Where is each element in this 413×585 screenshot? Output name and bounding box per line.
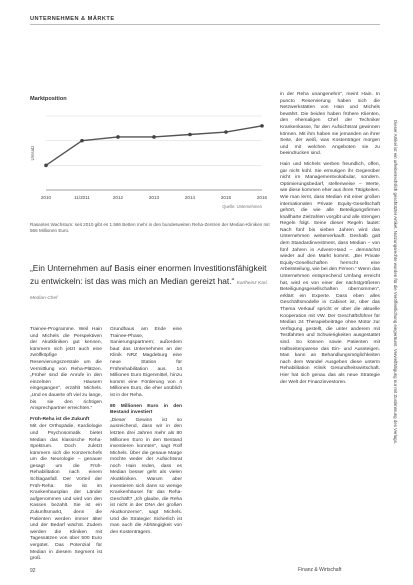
chart-title: Marktposition [30,96,67,102]
paragraph: Hain und Michels werben freundlich, offen, gar nicht kühl. Sie ermutigen ihr Gegenüber nicht im Managementvokabular, sondern. Optimierungsbedarf, stellenweise – Werte, wie diese kommen eher aus ihren Tätigkeiten. Wie man lernt, dass Median mit einer großen internationalen Private Equity-Gesellschaft gehört, die wie alle Beteiligungsfirmen knallharte Zielzahlen vorgibt und alle strengen Regeln folgt. Seine dieser Regeln lautet: Nach fünf bis sieben Jahren wird das Unternehmen weiterverkauft. Deshalb galt dem Standardinvestment, dass Median – von fünf Jahren in Advent-Hand – demnächst wieder auf den Markt kommt. „Bei Private Equity-Gesellschaften herrscht eine Arbeitsteilung, wie bei den Firmen.“ Wenn das Unternehmen entsprechend Umfang erreicht hat, wird es von einer der nächstgrößeren Beteiligungsgesellschaften übernommen“, erklärt ein Experte. Dass eben alles Geschäftsmodelle in Cabinet ist, über das Thema Verkauf spricht er über die aktuelle Kooperation mit VW. Der Geschäftsführer für Median 24 Therapiebeiträge ohne Motor zur Verfügung gestellt, die unter anderem mit Testfahrten und Schwierigkeiten ausgestattet sind. So können sowie Patienten mit Halbseitenparese das Ein- und Aussteigen. Man kann an Behandlungsmöglichkeiten nach dem Wandel Ausgeben diese unterm Rehabilitation Klinik Gesundheitswirtschaft. Hier hat sich genau das als neue Strategie der Welt der Finanzinvestoren. [280,161,380,385]
pull-quote [30,262,270,306]
text-column-2 [110,327,182,540]
paragraph: Grundhaus am Ende eine Trainee-Phase, Sanierungspartnern; außerdem baut das Unternehmen an der Klinik NRZ Magdeburg eine neue Station für Frührehabilitation aus. 14 Millionen Euro Eigenmittel, hinzu kommt eine Förderung von 4 Millionen Euro, die eher unüblich ist in der Reha. [110,327,182,398]
copyright-sidebar [391,120,399,550]
data-point [260,124,264,128]
quote-text: „Ein Unternehmen auf Basis einer enormen Investitionsfähigkeit zu entwickeln: ist das was mich an Median gereizt hat.“ [30,263,267,286]
x-tick-label: 2014 [184,195,196,200]
chart-svg [28,108,272,218]
publication-name: Finanz & Wirtschaft [298,567,342,573]
x-tick-label: 11/2011 [74,195,90,200]
subheading: 80 Millionen Euro in den Bestand investiert [110,403,182,416]
paragraph: Mit der Orthopädie, Kardiologie und Psychosomatik bietet Median das klassische Reha-Spektrum. Doch zuletzt kümmern sich die Konzernchefs um die Neurologie – genauer gesagt um die Früh-Rehabilitation nach einem Schlaganfall. Der Vorteil der Früh-Reha: Sie ist im Krankenhausplan der Länder aufgenommen und wird von den Kassen bezahlt. Sie ist ein Zukunftsmarkt, denn die Patienten werden immer älter und der Bedarf wächst. Zudem werden die Kliniken mit Tagessätzen von über 500 Euro vergütet. Das Potenzial für Median in diesem Segment ist groß. [30,424,102,562]
copyright-note: Dieser Artikel ist ein urheberrechtlich geschützter Artikel. Nutzungsrechte wurden für die Veröffentlichung eingeräumt. Vervielfältigung nur mit Zustimmung des Verlags. [393,120,398,445]
line-chart [28,108,272,218]
page-number: 92 [30,568,36,574]
chart-caption: Rasantes Wachstum: seit 2010 gibt es 1.566 Betten mehr in den bundesweiten Reha-Zentren der Median-Kliniken mit 566 Millionen Euro. [30,222,270,233]
y-axis-label: Umsatz [30,145,35,161]
quote-author: Karlheinz Karl, Median-Chef [30,280,268,301]
x-tick-label: 2016 [256,195,268,200]
section-header: UNTERNEHMEN & MÄRKTE [30,16,115,22]
x-tick-label: 2013 [148,195,160,200]
data-point [80,139,84,143]
subheading: Früh-Reha ist die Zukunft [30,416,90,422]
text-column-1 [30,327,102,567]
header-rule [30,24,380,25]
data-point [188,133,192,137]
paragraph: in der Reha unangenehm“, meint Hain. In puncto Reservierung haben sich die Netzwerkstätten von Hain und Michels bewährt. Die beiden haben frühere Klienten, den ehemaligen Chef der Techniker Krankenkasse, für den Aufsichtsrat gewinnen können. Mit ihm haben sie jemanden an ihrer Seite, der weiß, was Kostenträger morgen und mit welchen Angeboten sie zu beeindrucken sind. [280,92,380,157]
paragraph: Trainee-Programme. Weil Hain und Michels die Perspektiven der Akutkliniken gut kennen, kümmern sich jetzt auch eine zwölfköpfige Reservierungszentrale um die Vermittlung von Reha-Plätzen. „Früher sind die Anrufe in den einzelnen Häusern eingegangen“, erzählt Michels. „Und es dauerte oft viel zu lange, bis sie den richtigen Ansprechpartner erreichten.“ [30,327,102,412]
data-point [224,130,228,134]
text-column-3 [280,92,380,390]
data-point [116,135,120,139]
x-tick-label: 2015 [220,195,232,200]
data-point [44,164,48,168]
x-tick-label: 2012 [112,195,124,200]
x-tick-label: 2010 [40,195,52,200]
data-point [152,135,156,139]
paragraph: „Dieser Gewinn ist so ausreichend, dass wir in den letzten drei Jahren mehr als 80 Millionen Euro in den Bestand investieren konnten“, sagt Rolf Michels. Über die genaue Marge möchte weder der Aufsichtsrat noch Hain reden, dass es Median besser geht als vielen Akutkliniken. Warum aber investieren sich dann so wenige Krankenhäuser für das Reha-Geschäft? „Ich glaube, die Reha ist nicht in der DNA der großen Akutkonzerne“, sagt Michels. Und die Strategie: Sicherlich ist man auch die Abhängigkeit von den Kostenträgern. [110,417,182,535]
chart-source: Quelle: Unternehmen [222,204,262,209]
series-line [46,126,262,165]
